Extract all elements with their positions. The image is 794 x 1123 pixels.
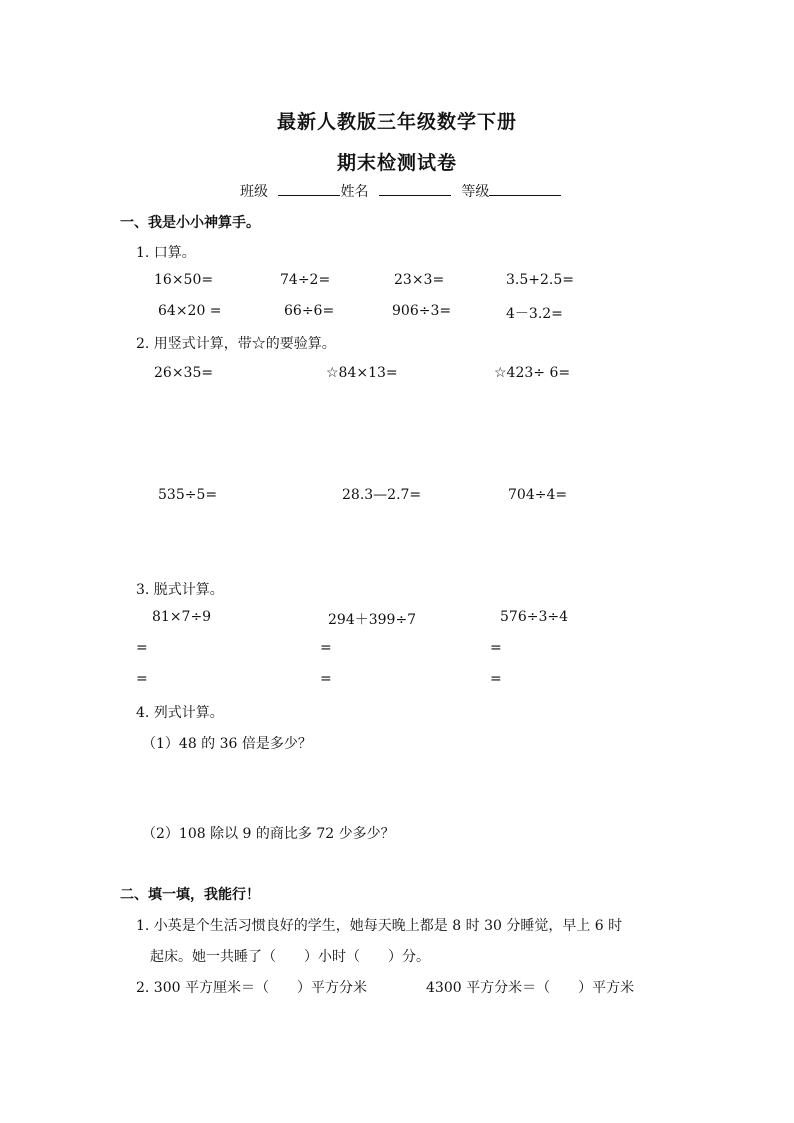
- stepwise-expr: 81×7÷9: [152, 609, 212, 625]
- q2-label: 2. 用竖式计算，带☆的要验算。: [136, 336, 336, 352]
- word-problem: （1）48 的 36 倍是多少？: [142, 736, 312, 752]
- vertical-calc-item: 26×35=: [154, 365, 214, 381]
- oral-calc-item: 64×20 =: [158, 303, 222, 319]
- grade-blank[interactable]: [489, 181, 561, 196]
- vertical-calc-item: ☆84×13=: [326, 365, 398, 381]
- fill-question-line: 2. 300 平方厘米＝（ ）平方分米: [136, 980, 367, 996]
- fill-question-line: 1. 小英是个生活习惯良好的学生，她每天晚上都是 8 时 30 分睡觉，早上 6 时: [136, 918, 623, 934]
- equals-sign: =: [320, 671, 332, 687]
- student-info-line: [240, 181, 561, 201]
- equals-sign: =: [490, 640, 502, 656]
- vertical-calc-item: 28.3—2.7=: [342, 487, 422, 503]
- name-blank[interactable]: [379, 181, 451, 196]
- oral-calc-item: 16×50=: [154, 272, 214, 288]
- section-1-heading: 一、我是小小神算手。: [120, 215, 260, 231]
- vertical-calc-item: 535÷5=: [158, 487, 218, 503]
- stepwise-expr: 576÷3÷4: [500, 609, 568, 625]
- stepwise-expr: 294＋399÷7: [328, 612, 417, 628]
- page-title: 最新人教版三年级数学下册: [276, 111, 517, 133]
- q3-label: 3. 脱式计算。: [136, 582, 224, 598]
- vertical-calc-item: ☆423÷ 6=: [494, 365, 571, 381]
- oral-calc-item: 906÷3=: [392, 303, 452, 319]
- grade-label: 等级: [461, 184, 490, 200]
- word-problem: （2）108 除以 9 的商比多 72 少多少？: [142, 826, 395, 842]
- oral-calc-item: 74÷2=: [280, 272, 331, 288]
- class-label: 班级: [240, 184, 268, 200]
- oral-calc-item: 66÷6=: [284, 303, 335, 319]
- equals-sign: =: [136, 640, 148, 656]
- oral-calc-item: 4－3.2=: [506, 306, 563, 322]
- fill-question-line: 起床。她一共睡了（ ）小时（ ）分。: [150, 949, 430, 965]
- q1-label: 1. 口算。: [136, 245, 196, 261]
- name-label: 姓名: [340, 184, 369, 200]
- oral-calc-item: 3.5+2.5=: [506, 272, 574, 288]
- equals-sign: =: [490, 671, 502, 687]
- vertical-calc-item: 704÷4=: [508, 487, 568, 503]
- section-2-heading: 二、填一填，我能行！: [120, 887, 260, 903]
- page-subtitle: 期末检测试卷: [336, 152, 457, 174]
- equals-sign: =: [136, 671, 148, 687]
- class-blank[interactable]: [278, 181, 340, 196]
- equals-sign: =: [320, 640, 332, 656]
- fill-question-line: 4300 平方分米＝（ ）平方米: [426, 980, 635, 996]
- oral-calc-item: 23×3=: [394, 272, 445, 288]
- q4-label: 4. 列式计算。: [136, 705, 224, 721]
